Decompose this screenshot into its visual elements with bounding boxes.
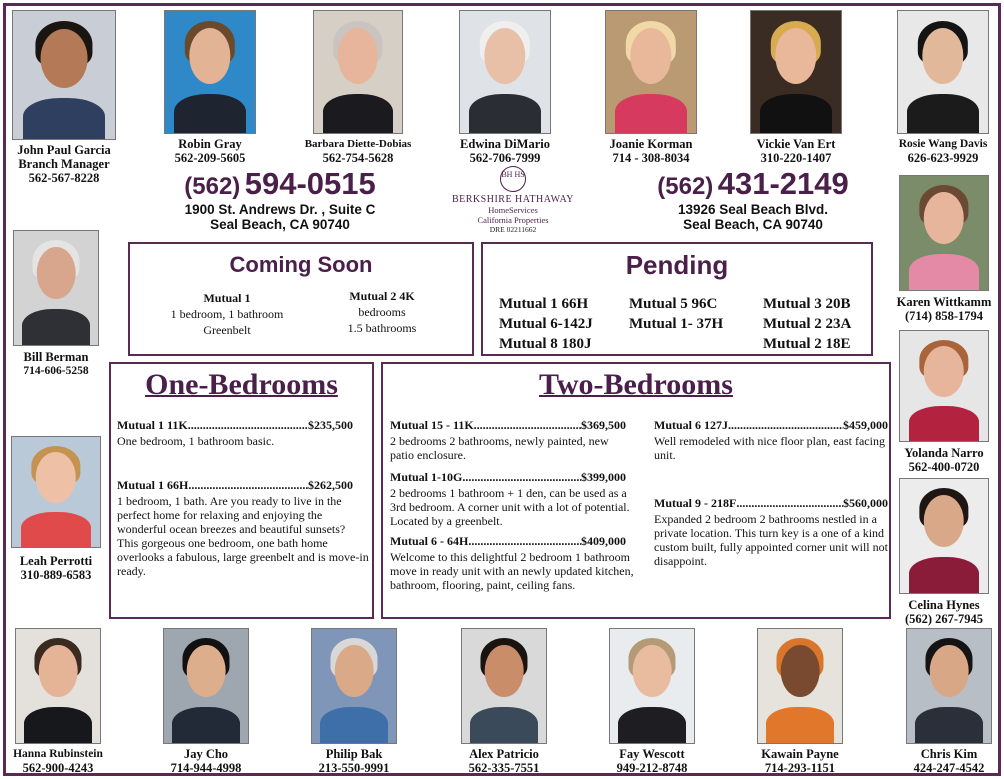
agent-name: Vickie Van Ert: [756, 137, 836, 151]
listing-item: [654, 496, 888, 568]
pending-item: Mutual 6-142J: [499, 316, 593, 332]
agent-photo: [11, 436, 101, 548]
pending-item: Mutual 2 23A: [763, 316, 852, 332]
agent-photo: [609, 628, 695, 744]
listing-unit: Mutual 15 - 11K: [390, 418, 474, 432]
listing-price: $235,500: [308, 418, 353, 432]
agent-name: Fay Wescott: [619, 747, 685, 761]
agent-photo: [15, 628, 101, 744]
agent-jay-cho: [158, 628, 254, 775]
agent-photo: [757, 628, 843, 744]
agent-yolanda-narro: [890, 330, 998, 474]
office-address-line1: 13926 Seal Beach Blvd.: [677, 202, 829, 217]
agent-photo: [897, 10, 989, 134]
agent-phone: 714-944-4998: [170, 761, 242, 775]
agent-photo: [13, 230, 99, 346]
listing-description: One bedroom, 1 bathroom basic.: [117, 434, 275, 448]
agent-name: Alex Patricio: [469, 747, 539, 761]
logo-line2: HomeServices: [488, 205, 538, 215]
agent-name: Bill Berman: [23, 350, 89, 364]
coming-soon-item: [330, 288, 434, 336]
two-bedrooms-box: [381, 362, 891, 619]
agent-kawain-payne: [752, 628, 848, 775]
listing-price: $459,000: [843, 418, 888, 432]
agent-vickie-van-ert: [744, 10, 848, 165]
agent-photo: [311, 628, 397, 744]
agent-barbara-diette-dobias: [300, 10, 416, 165]
pending-box: [481, 242, 873, 356]
office-phone: (562) 431-2149: [657, 166, 849, 201]
agent-phone: 714-293-1151: [764, 761, 836, 775]
listing-description: 1 bedroom, 1 bath. Are you ready to live in the perfect home for relaxing and enjoying the wonderful ocean breezes and beautiful sunsets? This gorgeous one bedroom, one bath home overlooks a fabulous, large greenbelt and is move-in ready.: [117, 494, 369, 578]
listing-price: $262,500: [308, 478, 353, 492]
office-right: [628, 166, 878, 232]
office-address-line2: Seal Beach, CA 90740: [210, 217, 350, 232]
agent-name: Celina Hynes: [908, 598, 980, 612]
agent-celina-hynes: [890, 478, 998, 626]
agent-photo: [164, 10, 256, 134]
coming-soon-detail: Greenbelt: [203, 323, 251, 337]
listing-description: Well remodeled with nice floor plan, east facing unit.: [654, 434, 885, 462]
office-address-line1: 1900 St. Andrews Dr. , Suite C: [184, 202, 376, 217]
office-left: [160, 166, 400, 232]
coming-soon-unit: Mutual 2 4K: [349, 289, 415, 303]
agent-hanna-rubinstein: [6, 628, 110, 775]
agent-bill-berman: [10, 230, 102, 378]
agent-phone: 562-567-8228: [28, 171, 100, 185]
listing-item: [390, 534, 636, 592]
agent-photo: [313, 10, 403, 134]
pending-item: Mutual 2 18E: [763, 336, 851, 352]
listing-unit: Mutual 1 11K: [117, 418, 188, 432]
listing-unit: Mutual 9 - 218F: [654, 496, 737, 510]
agent-fay-wescott: [604, 628, 700, 775]
one-bedrooms-title: One-Bedrooms: [145, 368, 338, 401]
listing-price: $399,000: [581, 470, 626, 484]
pending-item: Mutual 1 66H: [499, 296, 589, 312]
agent-phone: 714 - 308-8034: [612, 151, 690, 165]
listing-description: 2 bedrooms 1 bathroom + 1 den, can be used as a 3rd bedroom. A corner unit with a lot of potential. Located by a greenbelt.: [390, 486, 630, 528]
agent-phone: (714) 858-1794: [904, 309, 984, 323]
listing-description: 2 bedrooms 2 bathrooms, newly painted, new patio enclosure.: [390, 434, 609, 462]
agent-phone: 562-335-7551: [468, 761, 540, 775]
listing-unit: Mutual 1 66H: [117, 478, 189, 492]
listing-description: Expanded 2 bedroom 2 bathrooms nestled in a private location. This turn key is a one of a kind custom built, fully appointed corner unit will not disappoint.: [654, 512, 888, 568]
agent-name: Hanna Rubinstein: [13, 748, 103, 760]
agent-robin-gray: [160, 10, 260, 165]
agent-name: Rosie Wang Davis: [898, 138, 988, 150]
agent-phone: 626-623-9929: [907, 151, 979, 165]
agent-name: Philip Bak: [325, 747, 383, 761]
coming-soon-detail: 1 bedroom, 1 bathroom: [170, 307, 284, 321]
agent-photo: [906, 628, 992, 744]
coming-soon-detail: bedrooms: [358, 305, 406, 319]
agent-photo: [605, 10, 697, 134]
listing-unit: Mutual 6 - 64H: [390, 534, 469, 548]
agent-chris-kim: [900, 628, 998, 775]
logo-line1: BERKSHIRE HATHAWAY: [451, 194, 574, 205]
agent-name: Leah Perrotti: [19, 554, 93, 568]
listing-item: [390, 418, 634, 462]
agent-photo: [750, 10, 842, 134]
agent-phone: 562-400-0720: [908, 460, 980, 474]
agent-name: Robin Gray: [178, 137, 242, 151]
listing-item: [390, 470, 640, 528]
pending-item: Mutual 5 96C: [629, 296, 718, 312]
agent-phone: 562-754-5628: [322, 151, 394, 165]
agent-phone: 310-889-6583: [20, 568, 92, 582]
agent-phone: 714-606-5258: [23, 365, 89, 377]
coming-soon-unit: Mutual 1: [203, 291, 251, 305]
listing-price: $409,000: [581, 534, 626, 548]
pending-title: Pending: [625, 250, 729, 280]
agent-phone: 949-212-8748: [616, 761, 688, 775]
agent-photo: [899, 175, 989, 291]
agent-name: Edwina DiMario: [460, 137, 550, 151]
listing-item: [117, 418, 353, 448]
coming-soon-title: Coming Soon: [229, 252, 373, 277]
agent-name: Kawain Payne: [761, 747, 839, 761]
agent-phone: 562-900-4243: [22, 761, 94, 775]
agent-name: Chris Kim: [920, 747, 978, 761]
agent-leah-perrotti: [6, 436, 106, 582]
pending-item: Mutual 3 20B: [763, 296, 851, 312]
agent-photo: [459, 10, 551, 134]
coming-soon-item: [152, 290, 302, 338]
agent-phone: 562-706-7999: [469, 151, 541, 165]
listing-unit: Mutual 6 127J: [654, 418, 729, 432]
agent-alex-patricio: [454, 628, 554, 775]
pending-item: Mutual 8 180J: [499, 336, 592, 352]
agent-phone: 424-247-4542: [913, 761, 985, 775]
agent-karen-wittkamm: [890, 175, 998, 323]
listing-price: $369,500: [581, 418, 626, 432]
agent-edwina-dimario: [450, 10, 560, 165]
logo-badge-icon: BH HS: [500, 166, 526, 192]
agent-phone: 213-550-9991: [318, 761, 390, 775]
agent-phone: 562-209-5605: [174, 151, 246, 165]
office-phone: (562) 594-0515: [184, 166, 376, 201]
agent-rosie-wang-davis: [888, 10, 998, 165]
agent-photo: [461, 628, 547, 744]
logo-line3: California Properties: [477, 215, 549, 225]
agent-name: Jay Cho: [183, 747, 229, 761]
agent-name: Barbara Diette-Dobias: [304, 138, 412, 150]
agent-photo: [163, 628, 249, 744]
listing-price: $560,000: [843, 496, 888, 510]
agent-name: Joanie Korman: [609, 137, 693, 151]
agent-john-paul-garcia: [6, 10, 122, 185]
coming-soon-box: [128, 242, 474, 356]
agent-photo: [12, 10, 116, 140]
listing-unit: Mutual 1-10G: [390, 470, 463, 484]
listing-item: [117, 478, 369, 578]
listing-item: [654, 418, 888, 462]
agent-name: Karen Wittkamm: [896, 295, 992, 309]
agent-philip-bak: [306, 628, 402, 775]
agent-photo: [899, 478, 989, 594]
agent-photo: [899, 330, 989, 442]
office-address-line2: Seal Beach, CA 90740: [683, 217, 823, 232]
one-bedrooms-box: [109, 362, 374, 619]
two-bedrooms-title: Two-Bedrooms: [539, 368, 733, 401]
agent-name: John Paul Garcia: [17, 143, 111, 157]
agent-joanie-korman: [596, 10, 706, 165]
agent-title: Branch Manager: [18, 157, 110, 171]
coming-soon-detail: 1.5 bathrooms: [347, 321, 417, 335]
listing-description: Welcome to this delightful 2 bedroom 1 bathroom move in ready unit with an newly updated kitchen, bathroom, flooring, paint, ceiling fans.: [390, 550, 634, 592]
logo-dre: DRE 02211662: [489, 225, 537, 234]
agent-phone: 310-220-1407: [760, 151, 832, 165]
brokerage-logo: [448, 166, 578, 234]
agent-phone: (562) 267-7945: [904, 612, 984, 626]
agent-name: Yolanda Narro: [904, 446, 984, 460]
pending-item: Mutual 1- 37H: [629, 316, 724, 332]
